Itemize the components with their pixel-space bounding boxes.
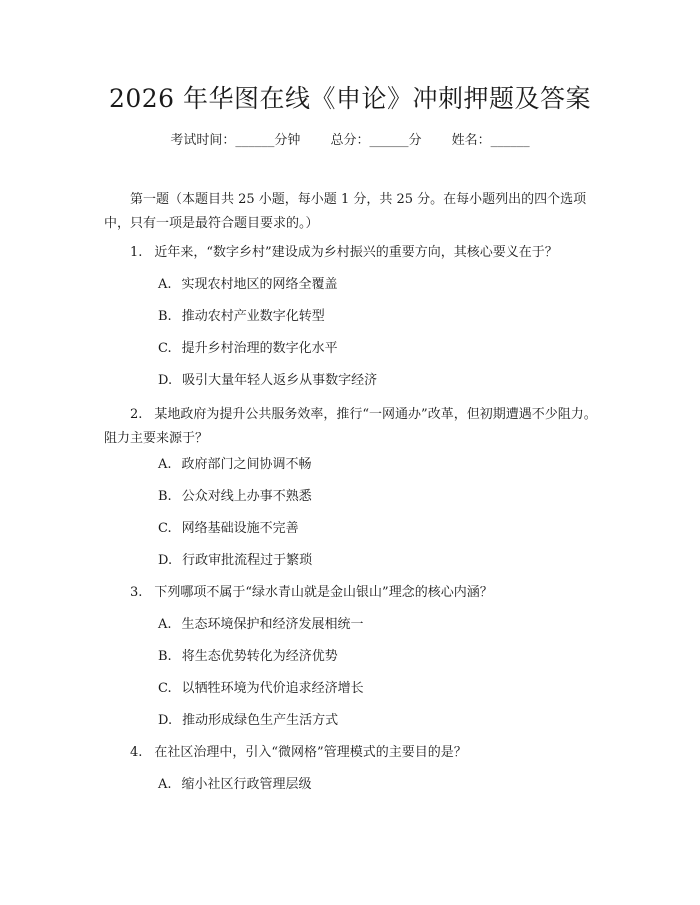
question-text: 近年来，“数字乡村”建设成为乡村振兴的重要方向，其核心要义在于？: [154, 245, 558, 260]
exam-time-field: 考试时间：______分钟: [170, 133, 301, 148]
option-letter: B.: [158, 309, 172, 324]
option-text: 实现农村地区的网络全覆盖: [181, 277, 338, 292]
option-4a: [158, 775, 312, 795]
option-text: 缩小社区行政管理层级: [181, 777, 312, 792]
question-text: 在社区治理中，引入“微网格”管理模式的主要目的是？: [154, 745, 467, 760]
total-score-field: 总分：______分: [330, 133, 422, 148]
option-text: 吸引大量年轻人返乡从事数字经济: [182, 373, 378, 388]
option-text: 提升乡村治理的数字化水平: [181, 341, 338, 356]
option-1b: [158, 307, 325, 327]
question-number: 1.: [130, 245, 143, 260]
option-3c: [158, 679, 364, 699]
option-text: 公众对线上办事不熟悉: [181, 489, 312, 504]
option-text: 行政审批流程过于繁琐: [182, 553, 313, 568]
option-text: 推动农村产业数字化转型: [181, 309, 325, 324]
option-3a: [158, 615, 364, 635]
name-field: 姓名：______: [451, 133, 530, 148]
document-title: 2026 年华图在线《申论》冲刺押题及答案: [108, 84, 592, 113]
option-1c: [158, 339, 338, 359]
option-letter: C.: [158, 681, 172, 696]
option-letter: A.: [158, 277, 172, 292]
question-2: [104, 403, 604, 451]
exam-meta: [0, 131, 700, 151]
question-number: 2.: [130, 407, 143, 422]
option-letter: D.: [158, 553, 173, 568]
option-2d: [158, 551, 312, 571]
question-4: [104, 741, 604, 765]
question-3: [104, 581, 604, 605]
option-text: 推动形成绿色生产生活方式: [182, 713, 339, 728]
option-letter: D.: [158, 713, 173, 728]
section-intro: 第一题（本题目共 25 小题，每小题 1 分，共 25 分。在每小题列出的四个选项中，只有一项是最符合题目要求的。）: [104, 192, 587, 231]
option-letter: C.: [158, 341, 172, 356]
option-letter: B.: [158, 489, 172, 504]
question-text: 某地政府为提升公共服务效率，推行“一网通办”改革，但初期遭遇不少阻力。阻力主要来源于？: [104, 407, 597, 446]
option-text: 以牺牲环境为代价追求经济增长: [181, 681, 364, 696]
option-letter: B.: [158, 649, 172, 664]
option-letter: A.: [158, 777, 172, 792]
option-2c: [158, 519, 299, 539]
question-number: 3.: [130, 585, 143, 600]
option-2b: [158, 487, 312, 507]
question-1: [104, 241, 604, 265]
option-1d: [158, 371, 377, 391]
option-letter: C.: [158, 521, 172, 536]
option-letter: A.: [158, 457, 172, 472]
option-text: 生态环境保护和经济发展相统一: [181, 617, 364, 632]
option-2a: [158, 455, 312, 475]
option-3d: [158, 711, 338, 731]
question-number: 4.: [130, 745, 143, 760]
option-letter: D.: [158, 373, 173, 388]
question-text: 下列哪项不属于“绿水青山就是金山银山”理念的核心内涵？: [154, 585, 493, 600]
option-3b: [158, 647, 338, 667]
option-text: 将生态优势转化为经济优势: [181, 649, 338, 664]
option-1a: [158, 275, 338, 295]
option-text: 网络基础设施不完善: [181, 521, 299, 536]
option-text: 政府部门之间协调不畅: [181, 457, 312, 472]
option-letter: A.: [158, 617, 172, 632]
